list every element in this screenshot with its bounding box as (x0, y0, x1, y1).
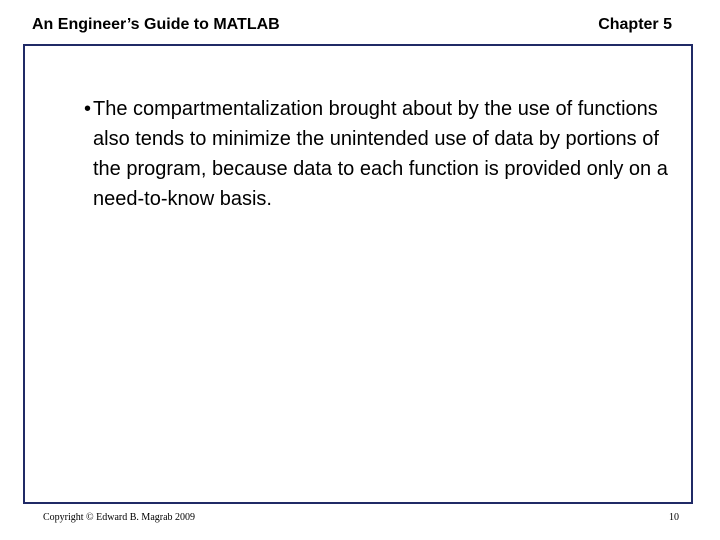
book-title: An Engineer’s Guide to MATLAB (32, 16, 280, 33)
page-number: 10 (669, 512, 679, 523)
bullet-item (86, 94, 686, 214)
bullet-icon: • (84, 98, 92, 120)
bullet-text: The compartmentalization brought about by the use of functions also tends to minimize the unintended use of data by portions of the program, because data to each function is provided only on a need-to-know basis. (93, 98, 668, 210)
chapter-label: Chapter 5 (598, 16, 672, 33)
copyright-notice: Copyright © Edward B. Magrab 2009 (43, 512, 196, 523)
